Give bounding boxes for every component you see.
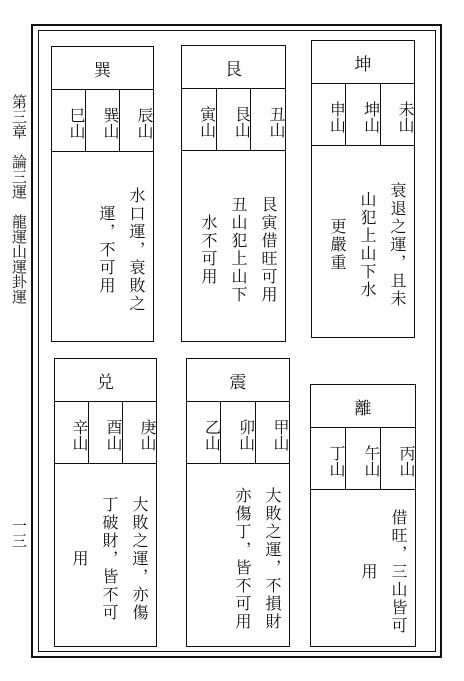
mountain-cell: 乙山 (202, 419, 222, 451)
trigram-title-dui: 兑 (55, 359, 156, 402)
trigram-title-gen: 艮 (182, 46, 285, 89)
text-line: 借旺，三山皆可 (389, 508, 408, 635)
mountain-columns-zhen (187, 401, 289, 464)
mountain-cell: 丁山 (327, 445, 346, 477)
mountain-cell: 甲山 (255, 401, 289, 463)
trigram-box-xun (51, 46, 154, 342)
trigram-title-kun: 坤 (312, 41, 414, 84)
trigram-text-dui (55, 463, 156, 646)
trigram-box-dui (54, 358, 157, 647)
mountain-cell: 未山 (380, 83, 414, 145)
text-line: 衰退之運，且未 (388, 182, 407, 308)
mountain-cell: 丑山 (250, 88, 285, 150)
mountain-cell: 午山 (345, 427, 380, 489)
trigram-title-zhen: 震 (187, 359, 289, 402)
trigram-text-zhen (187, 463, 289, 646)
text-line: 水不可用 (199, 213, 218, 286)
trigram-text-kun (312, 145, 414, 337)
mountain-cell: 辰山 (119, 89, 153, 151)
mountain-columns-li (311, 427, 415, 490)
mountain-cell: 庚山 (122, 401, 156, 463)
text-line: 艮寅借旺可用 (259, 195, 278, 304)
text-line: 丑山犯上山下 (229, 195, 248, 304)
mountain-cell: 巽山 (85, 89, 119, 151)
mountain-cell: 辛山 (70, 419, 89, 451)
text-line: 用 (359, 562, 378, 581)
text-line: 用 (70, 549, 89, 568)
mountain-cell: 寅山 (197, 106, 217, 138)
mountain-columns-dui (55, 401, 156, 464)
trigram-text-gen (182, 150, 285, 341)
mountain-columns-gen (182, 88, 285, 151)
text-line: 更嚴重 (328, 218, 347, 272)
mountain-columns-xun (52, 89, 153, 152)
text-line: 大敗之運，不損財 (263, 486, 282, 631)
mountain-cell: 酉山 (88, 401, 122, 463)
text-line: 亦傷丁，皆不可用 (233, 486, 252, 631)
mountain-cell: 丙山 (380, 427, 415, 489)
trigram-text-xun (52, 151, 153, 341)
text-line: 運，不可用 (97, 205, 116, 295)
text-line: 丁破財，皆不可 (100, 495, 119, 622)
chapter-running-title: 第三章 論三運 龍運山運卦運 (10, 94, 28, 304)
mountain-cell: 卯山 (220, 401, 254, 463)
text-line: 大敗之運，亦傷 (130, 495, 149, 622)
text-line: 水口運，衰敗之 (127, 187, 146, 313)
trigram-box-gen (181, 45, 286, 342)
text-line: 山犯上山下水 (358, 191, 377, 299)
mountain-cell: 巳山 (67, 107, 86, 139)
trigram-title-li: 離 (311, 385, 415, 428)
mountain-cell: 艮山 (216, 88, 251, 150)
mountain-cell: 坤山 (345, 83, 379, 145)
trigram-box-kun (311, 40, 415, 338)
trigram-box-li (310, 384, 416, 647)
trigram-box-zhen (186, 358, 290, 647)
trigram-title-xun: 巽 (52, 47, 153, 90)
mountain-cell: 申山 (327, 101, 347, 133)
mountain-columns-kun (312, 83, 414, 146)
page-number: 一三 (10, 518, 28, 548)
trigram-text-li (311, 489, 415, 646)
